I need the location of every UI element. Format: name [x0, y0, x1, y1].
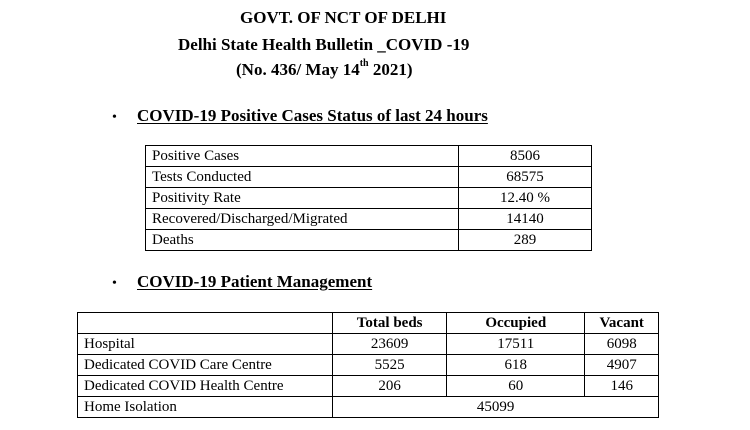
table-row — [146, 188, 592, 209]
row-label: Recovered/Discharged/Migrated — [146, 209, 459, 230]
total-beds-value: 5525 — [333, 355, 447, 376]
row-value: 12.40 % — [459, 188, 592, 209]
vacant-value: 6098 — [585, 334, 659, 355]
table-row — [146, 146, 592, 167]
table-row — [78, 355, 659, 376]
column-header-total-beds: Total beds — [333, 313, 447, 334]
header-govt-title: GOVT. OF NCT OF DELHI — [240, 8, 447, 27]
column-header-blank — [78, 313, 333, 334]
home-isolation-value: 45099 — [333, 397, 659, 418]
table-row — [146, 167, 592, 188]
positive-cases-table — [145, 145, 592, 251]
table-row — [78, 397, 659, 418]
row-value: 14140 — [459, 209, 592, 230]
patient-management-table — [77, 312, 659, 418]
section-title-positive-cases: COVID-19 Positive Cases Status of last 24 hours — [137, 106, 488, 125]
occupied-value: 17511 — [447, 334, 585, 355]
column-header-vacant: Vacant — [585, 313, 659, 334]
table-row — [146, 230, 592, 251]
bullet-icon: • — [112, 276, 117, 291]
column-header-occupied: Occupied — [447, 313, 585, 334]
vacant-value: 146 — [585, 376, 659, 397]
table-row — [78, 334, 659, 355]
header-bulletin-title: Delhi State Health Bulletin _COVID -19 — [178, 35, 470, 54]
row-value: 68575 — [459, 167, 592, 188]
row-label: Positivity Rate — [146, 188, 459, 209]
row-label: Hospital — [78, 334, 333, 355]
row-label: Positive Cases — [146, 146, 459, 167]
row-label: Dedicated COVID Care Centre — [78, 355, 333, 376]
table-header-row — [78, 313, 659, 334]
bulletin-number-suffix: 2021) — [368, 60, 413, 79]
row-label: Tests Conducted — [146, 167, 459, 188]
section-title-patient-management: COVID-19 Patient Management — [137, 272, 373, 291]
vacant-value: 4907 — [585, 355, 659, 376]
table-row — [146, 209, 592, 230]
row-label: Dedicated COVID Health Centre — [78, 376, 333, 397]
bulletin-number-prefix: (No. 436/ May 14 — [236, 60, 360, 79]
table-row — [78, 376, 659, 397]
occupied-value: 60 — [447, 376, 585, 397]
home-isolation-label: Home Isolation — [78, 397, 333, 418]
row-value: 8506 — [459, 146, 592, 167]
total-beds-value: 206 — [333, 376, 447, 397]
row-label: Deaths — [146, 230, 459, 251]
occupied-value: 618 — [447, 355, 585, 376]
row-value: 289 — [459, 230, 592, 251]
header-bulletin-number — [236, 60, 413, 80]
bullet-icon: • — [112, 110, 117, 125]
bulletin-date-suffix: th — [359, 58, 369, 70]
total-beds-value: 23609 — [333, 334, 447, 355]
